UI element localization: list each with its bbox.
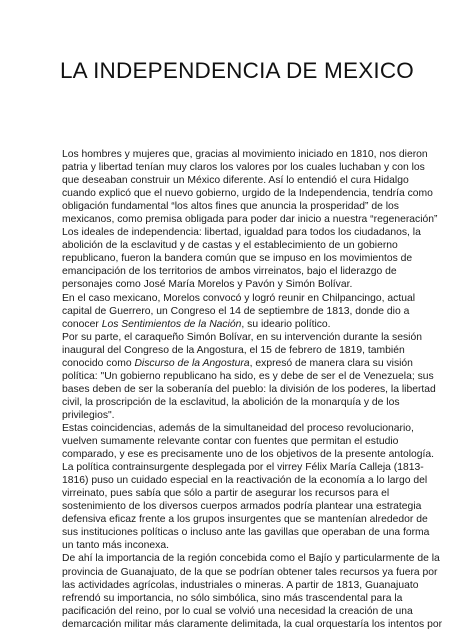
body-line	[62, 226, 422, 239]
body-line	[62, 513, 428, 526]
line-text: política: "Un gobierno republicano ha sido, es y debe de ser el de Venezuela; sus	[62, 370, 434, 382]
body-line	[62, 213, 438, 226]
line-text: sus instituciones políticas o incluso ante las gavillas que operaban de una forma	[62, 527, 430, 539]
body-line	[62, 396, 422, 409]
body-line	[62, 618, 443, 631]
line-text: patria y libertad tenían muy claros los valores por los cuales luchaban y con los	[62, 162, 425, 174]
body-line	[62, 383, 436, 396]
line-text: personajes como José María Morelos y Pavón y Simón Bolívar.	[62, 279, 353, 291]
line-text: abolición de la esclavitud y de castas y el establecimiento de un gobierno	[62, 240, 398, 252]
line-text: , su ideario político.	[241, 318, 331, 330]
body-line	[62, 278, 422, 291]
work-title-italic: Los Sentimientos de la Nación	[101, 318, 242, 330]
line-text: De ahí la importancia de la región concebida como el Bajío y particularmente de la	[62, 553, 440, 565]
line-text: privilegios".	[62, 409, 115, 421]
body-line	[62, 265, 422, 278]
line-text: conocer	[62, 318, 102, 330]
body-line	[62, 566, 438, 579]
line-text: Los ideales de independencia: libertad, igualdad para todos los ciudadanos, la	[62, 227, 421, 239]
line-text: refrendó su importancia, no sólo simbólica, sino más trascendental para la	[62, 592, 403, 604]
body-line	[62, 161, 425, 174]
line-text: virreinato, pues sabía que sólo a partir de asegurar los recursos para el	[62, 488, 390, 500]
body-line	[62, 292, 422, 305]
line-text: En el caso mexicano, Morelos convocó y logró reunir en Chilpancingo, actual	[62, 292, 416, 304]
body-line	[62, 422, 422, 435]
body-line	[62, 331, 422, 344]
line-text: La política contrainsurgente desplegada por el virrey Félix María Calleja (1813-	[62, 462, 424, 474]
work-title-italic: Discurso de la Angostura	[134, 357, 250, 369]
body-line	[62, 448, 435, 461]
body-line	[62, 187, 433, 200]
line-text: que deseaban construir un México diferente. Así lo entendió el cura Hidalgo	[62, 175, 409, 187]
body-line	[62, 200, 422, 213]
body-line	[62, 239, 422, 252]
body-line	[62, 605, 422, 618]
line-text: comparado, y ese es precisamente uno de los objetivos de la presente antología.	[62, 449, 435, 461]
line-text: capital de Guerrero, un Congreso el 14 de septiembre de 1813, donde dio a	[62, 305, 410, 317]
body-line	[62, 305, 422, 318]
line-text: 1816) puso un cuidado especial en la reactivación de la economía a lo largo del	[62, 475, 428, 487]
line-text: provincia de Guanajuato, de la que se podrían obtener tales recursos ya fuera por	[62, 566, 438, 578]
body-line	[62, 318, 422, 331]
line-text: vuelven sumamente relevante contar con fuentes que permitan el estudio	[62, 436, 399, 448]
body-line	[62, 579, 422, 592]
body-line	[62, 474, 428, 487]
document-body	[62, 148, 443, 631]
line-text: cuando explicó que el nuevo gobierno, urgido de la Independencia, tendría como	[62, 188, 433, 200]
line-text: republicano, fueron la bandera común que se impuso en los movimientos de	[62, 253, 413, 265]
line-text: demarcación militar más claramente delimitada, la cual orquestaría los intentos por	[62, 618, 443, 630]
body-line	[62, 357, 422, 370]
line-text: mexicanos, como premisa obligada para poder dar inicio a nuestra “regeneración”	[62, 214, 438, 226]
line-text: Por su parte, el caraqueño Simón Bolívar, en su intervención durante la sesión	[62, 331, 422, 343]
line-text: defensiva eficaz frente a los grupos insurgentes que se mantenían alrededor de	[62, 514, 428, 526]
body-line	[62, 526, 430, 539]
body-line	[62, 552, 440, 565]
body-line	[62, 461, 422, 474]
line-text: pacificación del reino, por lo cual se volvió una necesidad la creación de una	[62, 605, 413, 617]
body-line	[62, 148, 428, 161]
line-text: civil, la proscripción de la esclavitud, la abolición de la monarquía y de los	[62, 396, 400, 408]
document-title: LA INDEPENDENCIA DE MEXICO	[59, 58, 415, 83]
body-line	[62, 487, 422, 500]
body-line	[62, 344, 422, 357]
line-text: , expresó de manera clara su visión	[249, 357, 413, 369]
body-line	[62, 370, 434, 383]
line-text: conocido como	[62, 357, 135, 369]
line-text: las actividades agrícolas, industriales o mineras. A partir de 1813, Guanajuato	[62, 579, 419, 591]
line-text: sostenimiento de los diversos cuerpos armados podría plantear una estrategia	[62, 501, 422, 513]
line-text: emancipación de los territorios de ambos virreinatos, bajo el liderazgo de	[62, 266, 397, 278]
body-line	[62, 435, 422, 448]
line-text: obligación fundamental “los altos fines que anuncia la prosperidad” de los	[62, 201, 399, 213]
body-line	[62, 252, 422, 265]
body-line	[62, 592, 422, 605]
line-text: un tanto más inconexa.	[62, 540, 169, 552]
body-line	[62, 174, 422, 187]
body-line	[62, 409, 422, 422]
body-line	[62, 539, 422, 552]
line-text: bases deben de ser la soberanía del pueblo: la división de los poderes, la libertad	[62, 383, 436, 395]
body-line	[62, 500, 422, 513]
line-text: Estas coincidencias, además de la simultaneidad del proceso revolucionario,	[62, 422, 414, 434]
line-text: Los hombres y mujeres que, gracias al movimiento iniciado en 1810, nos dieron	[62, 149, 428, 160]
line-text: inaugural del Congreso de la Angostura, el 15 de febrero de 1819, también	[62, 344, 405, 356]
